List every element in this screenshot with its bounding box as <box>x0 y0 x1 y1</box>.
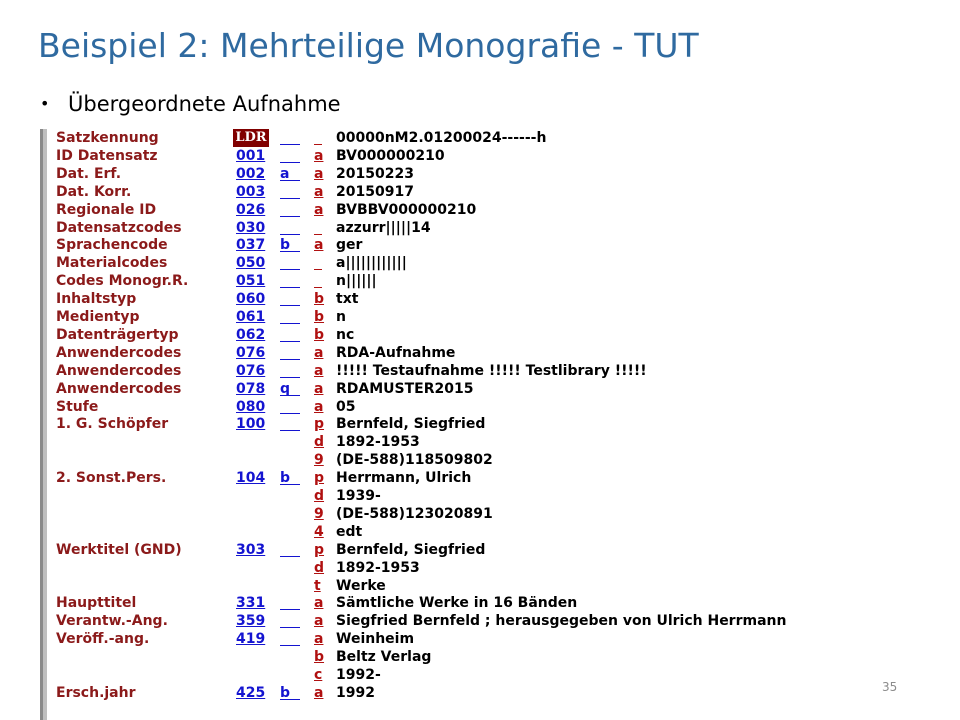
subfield-code-link[interactable]: p <box>314 416 325 433</box>
field-tag-link[interactable]: 030 <box>236 219 266 236</box>
field-value: RDA-Aufnahme <box>336 344 456 361</box>
field-label: Datensatzcodes <box>56 219 182 236</box>
field-label: 2. Sonst.Pers. <box>56 470 167 487</box>
field-value: 20150917 <box>336 183 414 200</box>
field-value: BV000000210 <box>336 147 445 164</box>
indicator-field[interactable] <box>280 219 300 235</box>
field-tag-link[interactable]: 080 <box>236 398 266 415</box>
field-tag-link[interactable]: LDR <box>233 129 269 147</box>
field-tag-link[interactable]: 078 <box>236 380 266 397</box>
field-label: Anwendercodes <box>56 380 182 397</box>
field-value: (DE-588)123020891 <box>336 505 493 522</box>
subfield-code-link[interactable]: a <box>314 183 324 200</box>
subfield-code-link[interactable]: a <box>314 237 324 254</box>
indicator-field[interactable] <box>280 308 300 324</box>
field-tag-link[interactable]: 419 <box>236 631 266 648</box>
field-value: 1992- <box>336 667 381 683</box>
indicator-field[interactable] <box>280 129 300 145</box>
bullet-dot-icon: • <box>40 94 50 113</box>
field-label: Veröff.-ang. <box>56 631 150 648</box>
field-value: azzurr|||||14 <box>336 219 431 236</box>
indicator-field[interactable] <box>280 630 300 646</box>
field-tag-link[interactable]: 051 <box>236 273 266 290</box>
field-value: txt <box>336 291 359 308</box>
field-value: 1892-1953 <box>336 559 420 576</box>
indicator-field[interactable] <box>280 272 300 288</box>
field-value: 20150223 <box>336 165 414 182</box>
subfield-code-link[interactable]: b <box>314 291 325 308</box>
field-value: BVBBV000000210 <box>336 201 477 218</box>
field-tag-link[interactable]: 100 <box>236 416 266 433</box>
field-value: RDAMUSTER2015 <box>336 380 474 397</box>
field-label: Codes Monogr.R. <box>56 273 189 290</box>
field-tag-link[interactable]: 359 <box>236 613 266 630</box>
field-label: Materialcodes <box>56 255 168 272</box>
field-tag-link[interactable]: 003 <box>236 183 266 200</box>
field-tag-link[interactable]: 104 <box>236 470 266 487</box>
subfield-code-link[interactable]: a <box>314 201 324 218</box>
subfield-code-link[interactable]: a <box>314 684 324 701</box>
indicator-field[interactable] <box>280 541 300 557</box>
field-label: Regionale ID <box>56 201 157 218</box>
subfield-code-link[interactable]: a <box>314 344 324 361</box>
field-value: (DE-588)118509802 <box>336 452 493 469</box>
field-tag-link[interactable]: 037 <box>236 237 266 254</box>
field-tag-link[interactable]: 425 <box>236 684 266 701</box>
field-value: Herrmann, Ulrich <box>336 470 472 487</box>
field-value: edt <box>336 523 363 540</box>
indicator-field[interactable] <box>280 594 300 610</box>
field-value: Bernfeld, Siegfried <box>336 541 486 558</box>
indicator-field[interactable]: b <box>280 684 300 700</box>
indicator-field[interactable] <box>280 326 300 342</box>
subfield-code-link[interactable]: a <box>314 147 324 164</box>
indicator-field[interactable]: b <box>280 236 300 252</box>
subfield-code-link[interactable] <box>314 129 322 145</box>
indicator-field[interactable] <box>280 415 300 431</box>
field-value: 1992 <box>336 684 375 701</box>
field-label: Stufe <box>56 398 99 415</box>
field-value: nc <box>336 326 355 343</box>
field-label: Dat. Erf. <box>56 165 122 182</box>
field-label: Ersch.jahr <box>56 684 136 701</box>
subfield-code-link[interactable] <box>314 254 322 270</box>
subfield-code-link[interactable]: 9 <box>314 505 324 522</box>
subfield-code-link[interactable]: t <box>314 577 321 594</box>
field-tag-link[interactable]: 002 <box>236 165 266 182</box>
field-value: Siegfried Bernfeld ; herausgegeben von Ulrich Herrmann <box>336 613 787 630</box>
subfield-code-link[interactable]: a <box>314 362 324 379</box>
subfield-code-link[interactable]: 4 <box>314 523 324 540</box>
indicator-field[interactable] <box>280 254 300 270</box>
subfield-code-link[interactable]: b <box>314 326 325 343</box>
field-label: Verantw.-Ang. <box>56 613 168 630</box>
subfield-code-link[interactable]: d <box>314 488 325 504</box>
subfield-code-link[interactable]: p <box>314 470 325 487</box>
field-label: 1. G. Schöpfer <box>56 416 169 433</box>
field-label: Medientyp <box>56 309 140 325</box>
subfield-code-link[interactable]: d <box>314 434 325 451</box>
subfield-code-link[interactable]: a <box>314 613 324 630</box>
indicator-field[interactable] <box>280 201 300 217</box>
field-tag-link[interactable]: 303 <box>236 541 266 558</box>
field-value: n <box>336 309 346 325</box>
subfield-code-link[interactable] <box>314 219 322 235</box>
field-value: 05 <box>336 398 356 415</box>
record-frame-border <box>40 129 47 720</box>
indicator-field[interactable] <box>280 290 300 306</box>
field-tag-link[interactable]: 062 <box>236 326 266 343</box>
indicator-field[interactable] <box>280 147 300 163</box>
subfield-code-link[interactable]: a <box>314 631 324 648</box>
field-label: Satzkennung <box>56 130 159 146</box>
subfield-code-link[interactable]: c <box>314 667 323 683</box>
indicator-field[interactable]: a <box>280 165 300 181</box>
subfield-code-link[interactable]: 9 <box>314 452 324 469</box>
field-value: Sämtliche Werke in 16 Bänden <box>336 595 578 612</box>
indicator-field[interactable] <box>280 398 300 414</box>
field-label: Dat. Korr. <box>56 183 132 200</box>
field-label: Inhaltstyp <box>56 291 137 308</box>
bullet-text: Übergeordnete Aufnahme <box>68 92 341 116</box>
subfield-code-link[interactable]: a <box>314 398 324 415</box>
field-value: a|||||||||||| <box>336 255 407 272</box>
page-number: 35 <box>882 680 898 694</box>
catalog-record <box>40 129 840 720</box>
subfield-code-link[interactable]: a <box>314 380 324 397</box>
field-label: Werktitel (GND) <box>56 541 182 558</box>
field-value: 1892-1953 <box>336 434 420 451</box>
field-value: 1939- <box>336 488 381 504</box>
indicator-field[interactable] <box>280 183 300 199</box>
field-tag-link[interactable]: 076 <box>236 362 266 379</box>
field-tag-link[interactable]: 001 <box>236 147 266 164</box>
indicator-field[interactable]: q <box>280 380 300 396</box>
subfield-code-link[interactable]: p <box>314 541 325 558</box>
field-label: ID Datensatz <box>56 147 158 164</box>
field-tag-link[interactable]: 331 <box>236 595 266 612</box>
indicator-field[interactable]: b <box>280 469 300 485</box>
slide-title: Beispiel 2: Mehrteilige Monografie - TUT <box>38 26 699 65</box>
field-value: Weinheim <box>336 631 415 648</box>
subfield-code-link[interactable]: d <box>314 559 325 576</box>
subfield-code-link[interactable]: b <box>314 649 325 666</box>
field-label: Sprachencode <box>56 237 168 254</box>
indicator-field[interactable] <box>280 344 300 360</box>
field-label: Haupttitel <box>56 595 137 612</box>
field-tag-link[interactable]: 050 <box>236 255 266 272</box>
field-value: Bernfeld, Siegfried <box>336 416 486 433</box>
field-label: Anwendercodes <box>56 344 182 361</box>
field-value: Beltz Verlag <box>336 649 432 666</box>
field-label: Datenträgertyp <box>56 326 179 343</box>
field-value: Werke <box>336 577 386 594</box>
subfield-code-link[interactable]: b <box>314 309 325 325</box>
field-value: n|||||| <box>336 273 377 290</box>
bullet-item <box>40 92 341 116</box>
subfield-code-link[interactable]: a <box>314 595 324 612</box>
field-value: ger <box>336 237 363 254</box>
indicator-field[interactable] <box>280 362 300 378</box>
field-tag-link[interactable]: 060 <box>236 291 266 308</box>
field-tag-link[interactable]: 026 <box>236 201 266 218</box>
field-tag-link[interactable]: 076 <box>236 344 266 361</box>
subfield-code-link[interactable] <box>314 272 322 288</box>
subfield-code-link[interactable]: a <box>314 165 324 182</box>
indicator-field[interactable] <box>280 612 300 628</box>
field-value: 00000nM2.01200024------h <box>336 130 547 146</box>
field-label: Anwendercodes <box>56 362 182 379</box>
field-tag-link[interactable]: 061 <box>236 309 266 325</box>
field-value: !!!!! Testaufnahme !!!!! Testlibrary !!!!! <box>336 362 647 379</box>
